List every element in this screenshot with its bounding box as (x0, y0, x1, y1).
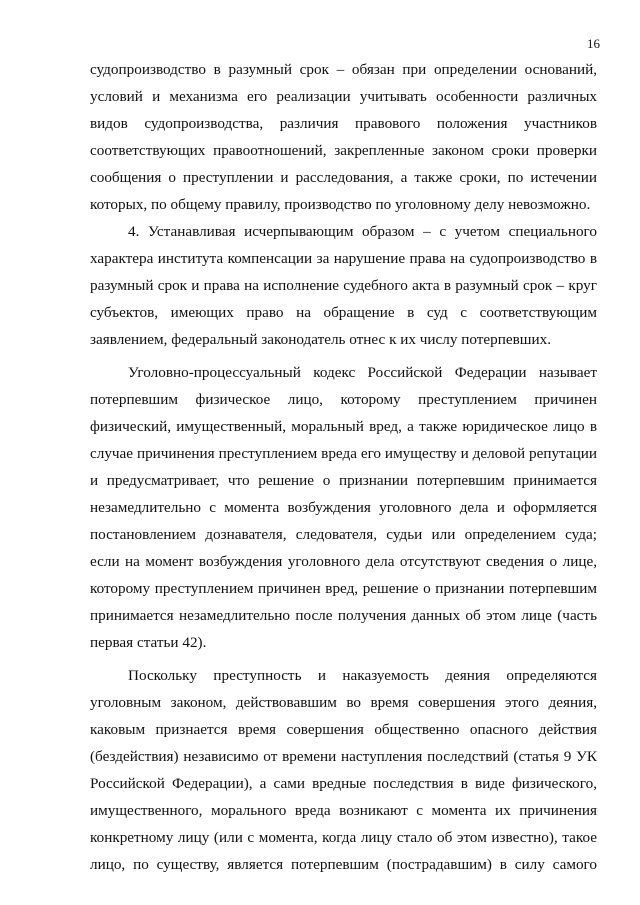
text-line: которому преступлением причинен вред, решение о признании потерпевшим (90, 580, 597, 597)
text-line: лицо, по существу, является потерпевшим (пострадавшим) в силу самого (90, 856, 597, 873)
text-line: заявлением, федеральный законодатель отнес к их числу потерпевших. (90, 331, 552, 348)
text-line: первая статьи 42). (90, 634, 207, 651)
page-number: 16 (587, 36, 600, 51)
paragraph-4 (90, 662, 597, 878)
text-line: характера института компенсации за нарушение права на судопроизводство в (90, 250, 597, 267)
text-line: принимается незамедлительно после получения данных об этом лице (часть (90, 607, 597, 624)
text-line: видов судопроизводства, различия правового положения участников (90, 115, 597, 132)
text-line: и предусматривает, что решение о признании потерпевшим принимается (90, 472, 597, 489)
paragraph-1 (90, 56, 597, 218)
text-line: соответствующих правоотношений, закрепленные законом сроки проверки (90, 142, 597, 159)
text-line: каковым признается время совершения общественно опасного действия (90, 721, 597, 738)
text-line: Уголовно-процессуальный кодекс Российской Федерации называет (128, 364, 597, 381)
document-body (90, 56, 597, 878)
text-line: 4. Устанавливая исчерпывающим образом – с учетом специального (128, 223, 597, 240)
text-line: которых, по общему правилу, производство по уголовному делу невозможно. (90, 196, 591, 213)
text-line: конкретному лицу (или с момента, когда лицу стало об этом известно), такое (90, 829, 597, 846)
text-line: уголовным законом, действовавшим во время совершения этого деяния, (90, 694, 597, 711)
text-line: Российской Федерации), а сами вредные последствия в виде физического, (90, 775, 597, 792)
paragraph-3 (90, 359, 597, 656)
text-line: условий и механизма его реализации учитывать особенности различных (90, 88, 597, 105)
text-line: Поскольку преступность и наказуемость деяния определяются (128, 667, 597, 684)
text-line: (бездействия) независимо от времени наступления последствий (статья 9 УК (90, 748, 597, 765)
text-line: имущественного, морального вреда возникают с момента их причинения (90, 802, 597, 819)
text-line: сообщения о преступлении и расследования, а также сроки, по истечении (90, 169, 597, 186)
text-line: случае причинения преступлением вреда его имуществу и деловой репутации (90, 445, 597, 462)
text-line: физический, имущественный, моральный вред, а также юридическое лицо в (90, 418, 597, 435)
text-line: субъектов, имеющих право на обращение в суд с соответствующим (90, 304, 597, 321)
text-line: постановлением дознавателя, следователя, судьи или определением суда; (90, 526, 597, 543)
text-line: незамедлительно с момента возбуждения уголовного дела и оформляется (90, 499, 597, 516)
paragraph-2 (90, 218, 597, 353)
text-line: разумный срок и права на исполнение судебного акта в разумный срок – круг (90, 277, 597, 294)
text-line: если на момент возбуждения уголовного дела отсутствуют сведения о лице, (90, 553, 597, 570)
text-line: судопроизводство в разумный срок – обязан при определении оснований, (90, 61, 597, 78)
text-line: потерпевшим физическое лицо, которому преступлением причинен (90, 391, 597, 408)
